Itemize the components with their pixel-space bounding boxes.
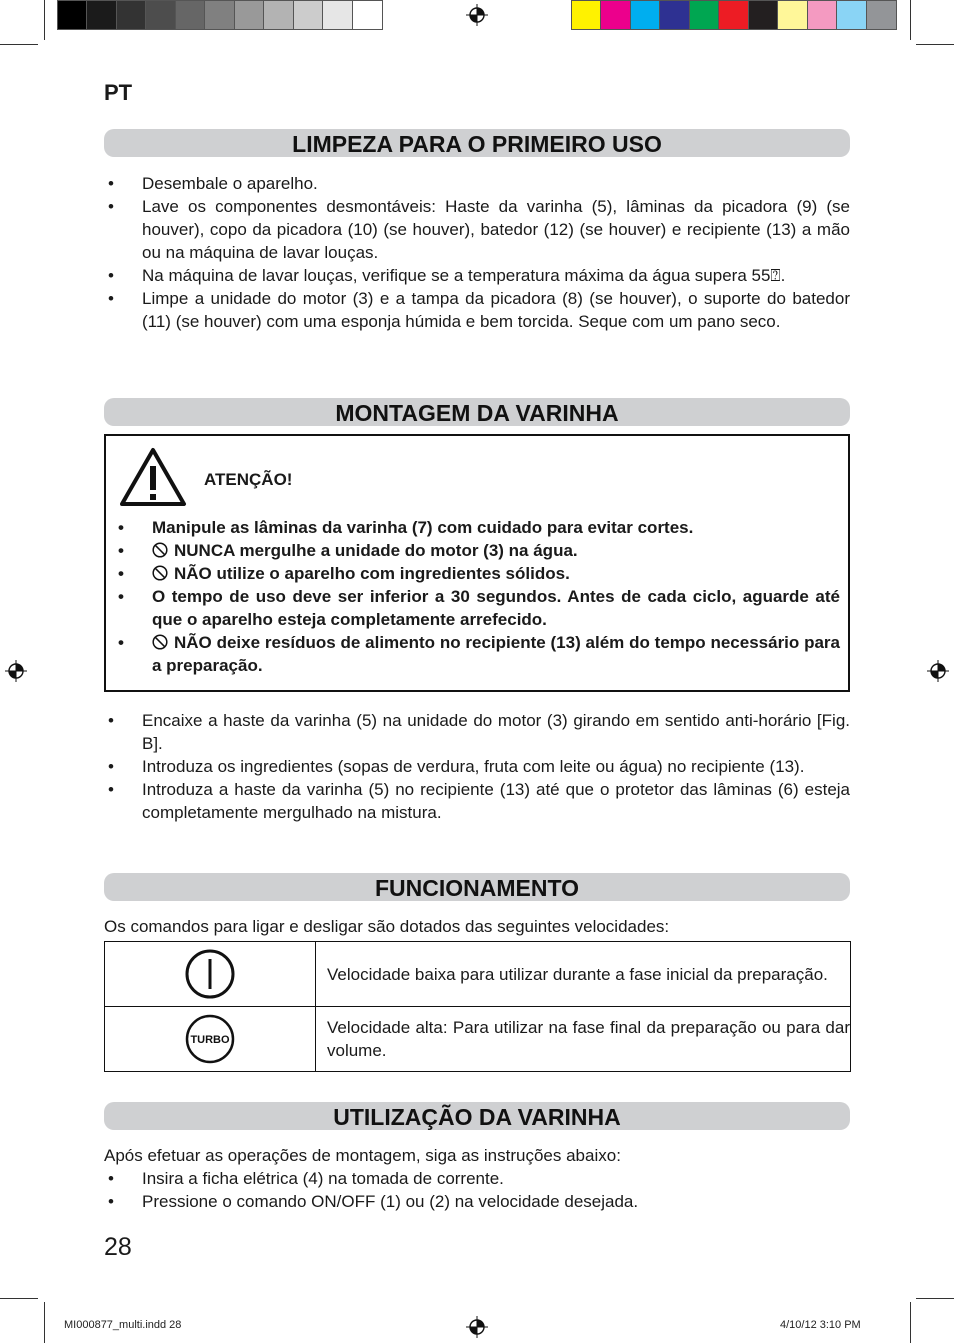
color-swatch <box>808 1 837 29</box>
operation-intro: Os comandos para ligar e desligar são dotados das seguintes velocidades: <box>104 917 670 936</box>
turbo-icon <box>184 1013 236 1065</box>
registration-mark-icon <box>5 660 27 682</box>
first-use-list <box>104 172 850 333</box>
warning-item: • NUNCA mergulhe a unidade do motor (3) na água. <box>114 539 840 562</box>
assembly-list <box>104 709 850 824</box>
color-swatch <box>660 1 689 29</box>
color-swatch <box>572 1 601 29</box>
color-swatch <box>58 1 87 29</box>
color-swatch <box>87 1 116 29</box>
crop-mark <box>44 1302 45 1343</box>
color-swatch <box>631 1 660 29</box>
color-swatch <box>176 1 205 29</box>
speed-one-icon <box>184 948 236 1000</box>
language-code: PT <box>104 80 133 105</box>
color-swatch <box>235 1 264 29</box>
color-swatch <box>205 1 234 29</box>
color-swatch <box>294 1 323 29</box>
warning-box <box>104 434 850 692</box>
page-number: 28 <box>104 1233 132 1261</box>
crop-mark <box>916 44 954 45</box>
list-item: • Lave os componentes desmontáveis: Haste da varinha (5), lâminas da picadora (9) (se houver), copo da picadora (10) (se houver), batedor (12) (se houver) e recipiente (13) a mão ou na máquina de lavar louças. <box>104 195 850 264</box>
list-item: • Introduza a haste da varinha (5) no recipiente (13) até que o protetor das lâminas (6) esteja completamente mergulhado na mistura. <box>104 778 850 824</box>
section-title-first-use-cleaning: LIMPEZA PARA O PRIMEIRO USO <box>104 129 850 157</box>
color-process-bar <box>571 0 897 30</box>
table-cell-text: Velocidade baixa para utilizar durante a fase inicial da preparação. <box>316 942 851 1007</box>
prohibited-icon <box>152 565 168 581</box>
prohibited-icon <box>152 634 168 650</box>
crop-mark <box>0 44 38 45</box>
list-item: • Na máquina de lavar louças, verifique se a temperatura máxima da água supera 55⍰. <box>104 264 850 287</box>
list-item: • Limpe a unidade do motor (3) e a tampa da picadora (8) (se houver), o suporte do batedor (11) (se houver) com uma esponja húmida e bem torcida. Seque com um pano seco. <box>104 287 850 333</box>
gray-scale-bar <box>57 0 383 30</box>
section-title-usage: UTILIZAÇÃO DA VARINHA <box>104 1102 850 1130</box>
table-row <box>105 1007 851 1072</box>
crop-mark <box>0 1298 38 1299</box>
footer-file-name: MI000877_multi.indd 28 <box>64 1319 182 1331</box>
table-row <box>105 942 851 1007</box>
color-swatch <box>323 1 352 29</box>
color-swatch <box>117 1 146 29</box>
crop-mark <box>910 1302 911 1343</box>
warning-item: • NÃO deixe resíduos de alimento no recipiente (13) além do tempo necessário para a preparação. <box>114 631 840 677</box>
color-swatch <box>719 1 748 29</box>
warning-item: • NÃO utilize o aparelho com ingredientes sólidos. <box>114 562 840 585</box>
section-title-operation: FUNCIONAMENTO <box>104 873 850 901</box>
color-swatch <box>778 1 807 29</box>
list-item: • Desembale o aparelho. <box>104 172 850 195</box>
warning-triangle-icon <box>118 446 188 508</box>
registration-mark-icon <box>466 1316 488 1338</box>
table-cell-text: Velocidade alta: Para utilizar na fase final da preparação ou para dar volume. <box>316 1007 851 1072</box>
crop-mark <box>44 0 45 40</box>
warning-title: ATENÇÃO! <box>204 470 293 489</box>
speed-table <box>104 941 851 1072</box>
registration-mark-icon <box>466 4 488 26</box>
color-swatch <box>749 1 778 29</box>
section-title-assembly: MONTAGEM DA VARINHA <box>104 398 850 426</box>
footer-date: 4/10/12 3:10 PM <box>780 1319 861 1331</box>
list-item: • Pressione o comando ON/OFF (1) ou (2) na velocidade desejada. <box>104 1190 850 1213</box>
color-swatch <box>264 1 293 29</box>
warning-item: • Manipule as lâminas da varinha (7) com cuidado para evitar cortes. <box>114 516 840 539</box>
color-swatch <box>601 1 630 29</box>
list-item: • Insira a ficha elétrica (4) na tomada de corrente. <box>104 1167 850 1190</box>
color-swatch <box>690 1 719 29</box>
crop-mark <box>916 1298 954 1299</box>
crop-mark <box>910 0 911 40</box>
color-swatch <box>146 1 175 29</box>
color-swatch <box>353 1 382 29</box>
usage-intro: Após efetuar as operações de montagem, siga as instruções abaixo: <box>104 1146 621 1165</box>
list-item: • Encaixe a haste da varinha (5) na unidade do motor (3) girando em sentido anti-horário [Fig. B]. <box>104 709 850 755</box>
table-cell-icon <box>105 942 316 1007</box>
warning-item: • O tempo de uso deve ser inferior a 30 segundos. Antes de cada ciclo, aguarde até que o aparelho esteja completamente arrefecido. <box>114 585 840 631</box>
svg-text:TURBO: TURBO <box>190 1034 230 1046</box>
prohibited-icon <box>152 542 168 558</box>
usage-list <box>104 1167 850 1213</box>
registration-mark-icon <box>927 660 949 682</box>
color-swatch <box>867 1 896 29</box>
color-swatch <box>837 1 866 29</box>
list-item: • Introduza os ingredientes (sopas de verdura, fruta com leite ou água) no recipiente (13). <box>104 755 850 778</box>
table-cell-icon <box>105 1007 316 1072</box>
warning-list <box>114 516 840 677</box>
